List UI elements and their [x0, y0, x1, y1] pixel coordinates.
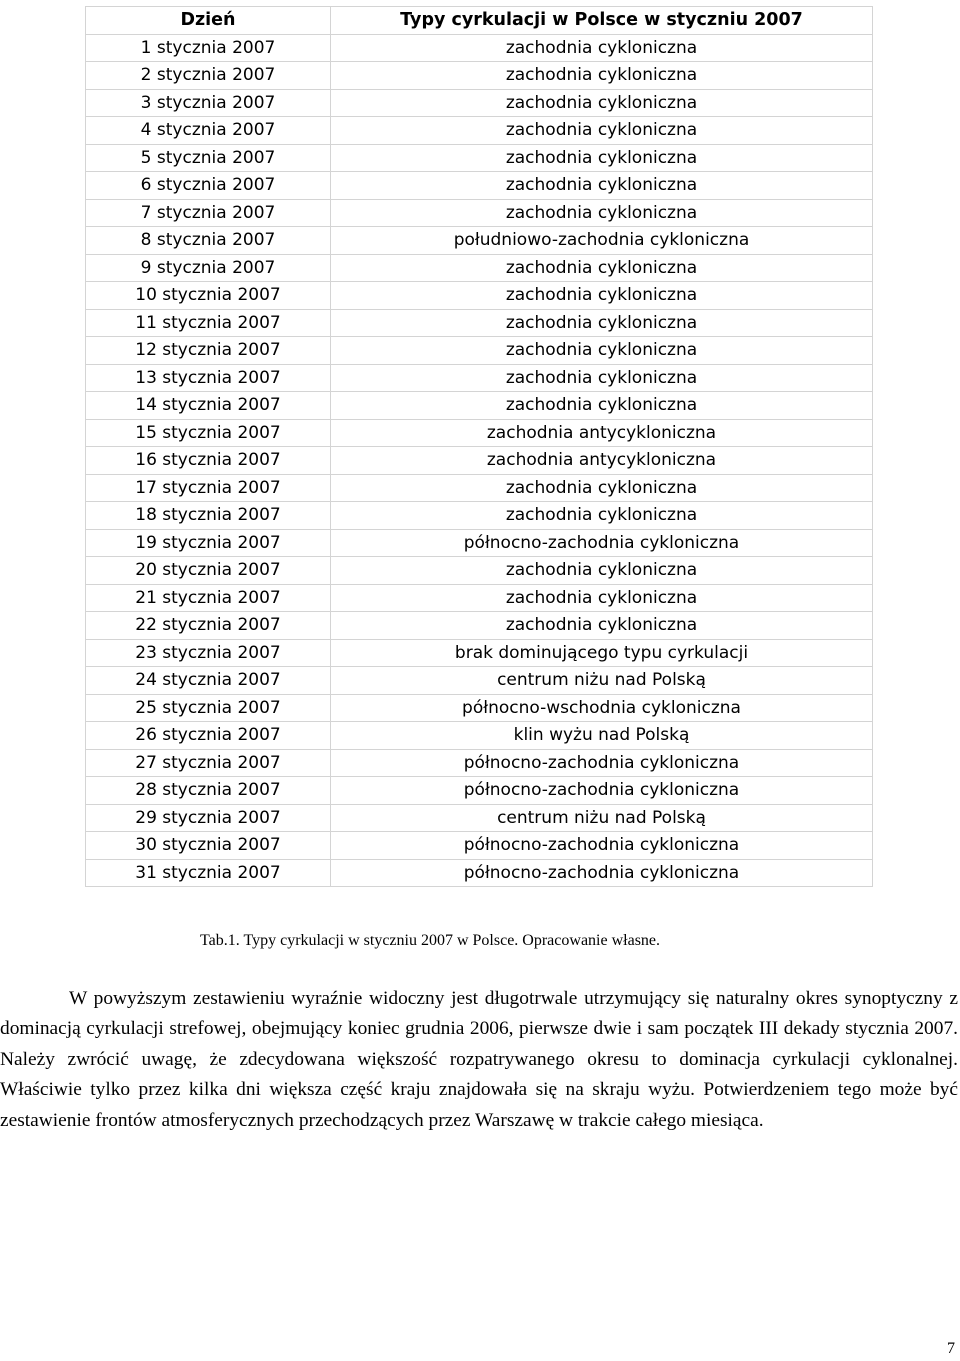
table-row — [86, 859, 873, 887]
body-paragraph — [0, 984, 958, 1136]
cell-day: 30 stycznia 2007 — [86, 832, 331, 860]
cell-circulation-type: północno-wschodnia cykloniczna — [331, 694, 873, 722]
cell-day: 10 stycznia 2007 — [86, 282, 331, 310]
cell-circulation-type: zachodnia cykloniczna — [331, 117, 873, 145]
cell-day: 24 stycznia 2007 — [86, 667, 331, 695]
header-day: Dzień — [86, 7, 331, 35]
cell-day: 22 stycznia 2007 — [86, 612, 331, 640]
cell-day: 7 stycznia 2007 — [86, 199, 331, 227]
table-row — [86, 639, 873, 667]
cell-day: 26 stycznia 2007 — [86, 722, 331, 750]
cell-day: 31 stycznia 2007 — [86, 859, 331, 887]
cell-day: 20 stycznia 2007 — [86, 557, 331, 585]
circulation-table — [85, 6, 873, 887]
cell-circulation-type: zachodnia cykloniczna — [331, 502, 873, 530]
cell-circulation-type: zachodnia cykloniczna — [331, 282, 873, 310]
cell-circulation-type: północno-zachodnia cykloniczna — [331, 749, 873, 777]
cell-circulation-type: zachodnia cykloniczna — [331, 474, 873, 502]
table-row — [86, 227, 873, 255]
cell-circulation-type: centrum niżu nad Polską — [331, 804, 873, 832]
cell-circulation-type: zachodnia cykloniczna — [331, 584, 873, 612]
cell-day: 1 stycznia 2007 — [86, 34, 331, 62]
header-circulation-type: Typy cyrkulacji w Polsce w styczniu 2007 — [331, 7, 873, 35]
table-row — [86, 694, 873, 722]
table-row — [86, 254, 873, 282]
cell-day: 13 stycznia 2007 — [86, 364, 331, 392]
cell-circulation-type: zachodnia cykloniczna — [331, 337, 873, 365]
table-row — [86, 474, 873, 502]
table-row — [86, 117, 873, 145]
page-number: 7 — [947, 1340, 955, 1357]
table-row — [86, 309, 873, 337]
cell-day: 6 stycznia 2007 — [86, 172, 331, 200]
table-row — [86, 34, 873, 62]
cell-day: 5 stycznia 2007 — [86, 144, 331, 172]
cell-day: 9 stycznia 2007 — [86, 254, 331, 282]
cell-circulation-type: zachodnia cykloniczna — [331, 172, 873, 200]
cell-circulation-type: północno-zachodnia cykloniczna — [331, 859, 873, 887]
table-row — [86, 282, 873, 310]
table-row — [86, 832, 873, 860]
table-row — [86, 392, 873, 420]
cell-circulation-type: zachodnia cykloniczna — [331, 392, 873, 420]
table-row — [86, 749, 873, 777]
cell-day: 27 stycznia 2007 — [86, 749, 331, 777]
cell-day: 8 stycznia 2007 — [86, 227, 331, 255]
cell-day: 2 stycznia 2007 — [86, 62, 331, 90]
table-row — [86, 364, 873, 392]
cell-day: 19 stycznia 2007 — [86, 529, 331, 557]
cell-day: 29 stycznia 2007 — [86, 804, 331, 832]
cell-day: 14 stycznia 2007 — [86, 392, 331, 420]
cell-circulation-type: północno-zachodnia cykloniczna — [331, 529, 873, 557]
cell-circulation-type: zachodnia cykloniczna — [331, 557, 873, 585]
cell-day: 17 stycznia 2007 — [86, 474, 331, 502]
table-caption: Tab.1. Typy cyrkulacji w styczniu 2007 w Polsce. Opracowanie własne. — [200, 932, 661, 949]
cell-circulation-type: centrum niżu nad Polską — [331, 667, 873, 695]
cell-circulation-type: północno-zachodnia cykloniczna — [331, 832, 873, 860]
table-header-row — [86, 7, 873, 35]
cell-circulation-type: północno-zachodnia cykloniczna — [331, 777, 873, 805]
table-body — [86, 34, 873, 887]
cell-circulation-type: zachodnia cykloniczna — [331, 144, 873, 172]
table-row — [86, 722, 873, 750]
cell-day: 21 stycznia 2007 — [86, 584, 331, 612]
table-row — [86, 502, 873, 530]
table-row — [86, 804, 873, 832]
cell-circulation-type: zachodnia cykloniczna — [331, 254, 873, 282]
table-row — [86, 667, 873, 695]
table-row — [86, 172, 873, 200]
cell-day: 18 stycznia 2007 — [86, 502, 331, 530]
cell-circulation-type: klin wyżu nad Polską — [331, 722, 873, 750]
cell-circulation-type: południowo-zachodnia cykloniczna — [331, 227, 873, 255]
table-row — [86, 337, 873, 365]
cell-day: 28 stycznia 2007 — [86, 777, 331, 805]
cell-day: 23 stycznia 2007 — [86, 639, 331, 667]
table-row — [86, 62, 873, 90]
table-row — [86, 612, 873, 640]
cell-day: 25 stycznia 2007 — [86, 694, 331, 722]
table-row — [86, 199, 873, 227]
table-row — [86, 777, 873, 805]
table-row — [86, 584, 873, 612]
table-row — [86, 89, 873, 117]
table-row — [86, 419, 873, 447]
cell-circulation-type: zachodnia cykloniczna — [331, 612, 873, 640]
cell-circulation-type: zachodnia antycykloniczna — [331, 447, 873, 475]
cell-day: 12 stycznia 2007 — [86, 337, 331, 365]
cell-day: 16 stycznia 2007 — [86, 447, 331, 475]
cell-day: 3 stycznia 2007 — [86, 89, 331, 117]
cell-circulation-type: zachodnia cykloniczna — [331, 309, 873, 337]
cell-day: 4 stycznia 2007 — [86, 117, 331, 145]
cell-day: 15 stycznia 2007 — [86, 419, 331, 447]
cell-circulation-type: zachodnia antycykloniczna — [331, 419, 873, 447]
cell-circulation-type: zachodnia cykloniczna — [331, 199, 873, 227]
table-row — [86, 529, 873, 557]
table-row — [86, 447, 873, 475]
table-row — [86, 144, 873, 172]
cell-circulation-type: zachodnia cykloniczna — [331, 62, 873, 90]
paragraph-text: W powyższym zestawieniu wyraźnie widoczny jest długotrwale utrzymujący się naturalny okres synoptyczny z dominacją cyrkulacji strefowej, obejmujący koniec grudnia 2006, pierwsze dwie i sam początek III dekady stycznia 2007. Należy zwrócić uwagę, że zdecydowana większość rozpatrywanego okresu to dominacja cyrkulacji cyklonalnej. Właściwie tylko przez kilka dni większa część kraju znajdowała się na skraju wyżu. Potwierdzeniem tego może być zestawienie frontów atmosferycznych przechodzących przez Warszawę w trakcie całego miesiąca. — [0, 988, 958, 1131]
table-row — [86, 557, 873, 585]
cell-circulation-type: zachodnia cykloniczna — [331, 364, 873, 392]
cell-circulation-type: zachodnia cykloniczna — [331, 34, 873, 62]
cell-circulation-type: zachodnia cykloniczna — [331, 89, 873, 117]
cell-circulation-type: brak dominującego typu cyrkulacji — [331, 639, 873, 667]
cell-day: 11 stycznia 2007 — [86, 309, 331, 337]
